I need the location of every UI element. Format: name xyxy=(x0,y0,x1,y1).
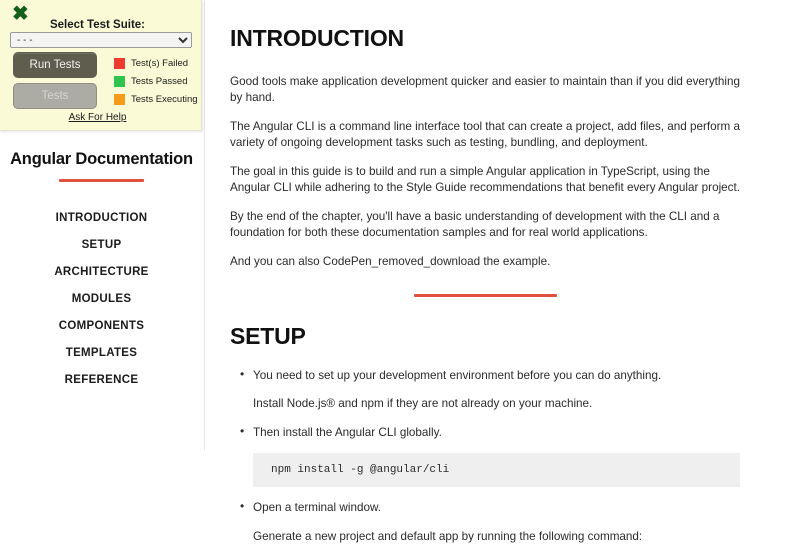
tests-button[interactable]: Tests xyxy=(13,83,97,109)
legend-label-executing: Tests Executing xyxy=(131,94,198,105)
intro-paragraph-5: And you can also CodePen_removed_download the example. xyxy=(230,254,740,270)
setup-heading: SETUP xyxy=(230,323,740,350)
legend-item-passed xyxy=(114,73,198,89)
test-runner-panel xyxy=(0,0,202,131)
sidebar-item-introduction[interactable]: INTRODUCTION xyxy=(0,204,203,231)
intro-paragraph-3: The goal in this guide is to build and run a simple Angular application in TypeScript, using the Angular CLI while adhering to the Style Guide recommendations that benefit every Angular project. xyxy=(230,164,740,195)
step-1-text: • You need to set up your development environment before you can do anything. xyxy=(253,368,740,384)
legend-item-failed xyxy=(114,55,198,71)
passed-color-swatch xyxy=(114,76,125,87)
sidebar-nav xyxy=(0,150,203,393)
sidebar-item-reference[interactable]: REFERENCE xyxy=(0,366,203,393)
list-item xyxy=(253,500,740,544)
step-2-text: • Then install the Angular CLI globally. xyxy=(253,425,740,441)
close-x-icon[interactable]: ✖ xyxy=(12,4,29,24)
step-1-subtext: Install Node.js® and npm if they are not already on your machine. xyxy=(253,396,740,412)
sidebar-nav-list xyxy=(0,204,203,393)
run-tests-button[interactable]: Run Tests xyxy=(13,52,97,78)
sidebar-title-underline xyxy=(59,179,144,182)
step-3-subtext: Generate a new project and default app by running the following command: xyxy=(253,529,740,544)
sidebar-item-components[interactable]: COMPONENTS xyxy=(0,312,203,339)
sidebar-item-modules[interactable]: MODULES xyxy=(0,285,203,312)
select-test-suite-label: Select Test Suite: xyxy=(0,19,195,31)
intro-paragraph-2: The Angular CLI is a command line interface tool that can create a project, add files, and perform a variety of ongoing development tasks such as testing, bundling, and deployment. xyxy=(230,119,740,150)
setup-steps-list xyxy=(230,368,740,544)
list-item xyxy=(253,368,740,412)
ask-for-help-link[interactable]: Ask For Help xyxy=(0,112,195,123)
sidebar-item-setup[interactable]: SETUP xyxy=(0,231,203,258)
legend-label-failed: Test(s) Failed xyxy=(131,58,188,69)
sidebar-title: Angular Documentation xyxy=(0,150,203,169)
test-status-legend xyxy=(114,55,198,109)
introduction-heading: INTRODUCTION xyxy=(230,25,740,52)
sidebar-item-architecture[interactable]: ARCHITECTURE xyxy=(0,258,203,285)
list-item xyxy=(253,425,740,488)
failed-color-swatch xyxy=(114,58,125,69)
intro-paragraph-4: By the end of the chapter, you'll have a basic understanding of development with the CLI and a foundation for both these documentation samples and for real world applications. xyxy=(230,209,740,240)
test-suite-select[interactable] xyxy=(10,32,192,48)
executing-color-swatch xyxy=(114,94,125,105)
legend-item-executing xyxy=(114,91,198,107)
left-column xyxy=(0,0,205,450)
main-content-column xyxy=(205,0,800,450)
intro-paragraph-1: Good tools make application development quicker and easier to maintain than if you did everything by hand. xyxy=(230,74,740,105)
sidebar-item-templates[interactable]: TEMPLATES xyxy=(0,339,203,366)
code-block-npm-install: npm install -g @angular/cli xyxy=(253,453,740,487)
legend-label-passed: Tests Passed xyxy=(131,76,188,87)
section-divider xyxy=(414,294,557,297)
step-3-text: • Open a terminal window. xyxy=(253,500,740,516)
document-body xyxy=(205,0,800,544)
